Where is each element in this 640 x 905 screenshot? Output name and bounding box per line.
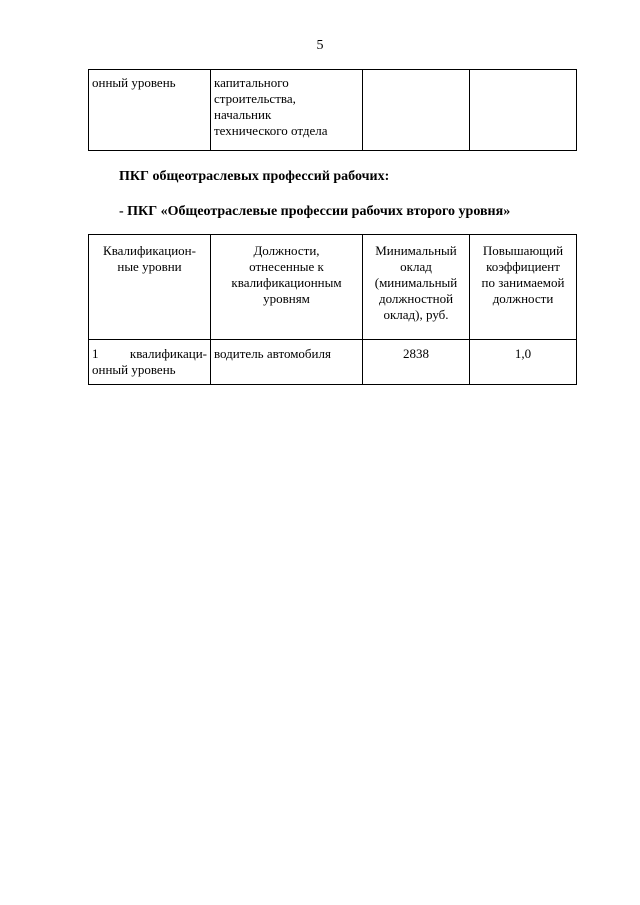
coefficient-cell (470, 70, 577, 151)
salary-cell (363, 70, 470, 151)
salary-table (88, 234, 577, 385)
position-line: капитального (214, 75, 289, 90)
positions-cell (211, 70, 363, 151)
table-header-row (89, 235, 577, 340)
level-cell: онный уровень (89, 70, 211, 151)
level-number: 1 (92, 346, 99, 361)
section-heading: ПКГ общеотраслевых профессий рабочих: (119, 169, 390, 184)
header-positions: Должности, отнесенные к квалификационным уровням (211, 235, 363, 340)
table-row (89, 70, 577, 151)
continued-salary-table (88, 69, 577, 151)
header-qualification-level: Квалификацион- ные уровни (89, 235, 211, 340)
header-minimum-salary: Минимальный оклад (минимальный должностной оклад), руб. (363, 235, 470, 340)
salary-cell: 2838 (363, 340, 470, 385)
position-line: начальник (214, 107, 272, 122)
header-coefficient: Повышающий коэффициент по занимаемой должности (470, 235, 577, 340)
subsection-heading: - ПКГ «Общеотраслевые профессии рабочих второго уровня» (119, 204, 511, 219)
level-word: квалификаци- (129, 346, 207, 361)
level-line2: онный уровень (92, 362, 176, 377)
table-row (89, 340, 577, 385)
position-line: технического отдела (214, 123, 328, 138)
position-line: строительства, (214, 91, 296, 106)
position-cell: водитель автомобиля (211, 340, 363, 385)
qualification-level-cell (89, 340, 211, 385)
coefficient-cell: 1,0 (470, 340, 577, 385)
page-number: 5 (316, 38, 324, 53)
